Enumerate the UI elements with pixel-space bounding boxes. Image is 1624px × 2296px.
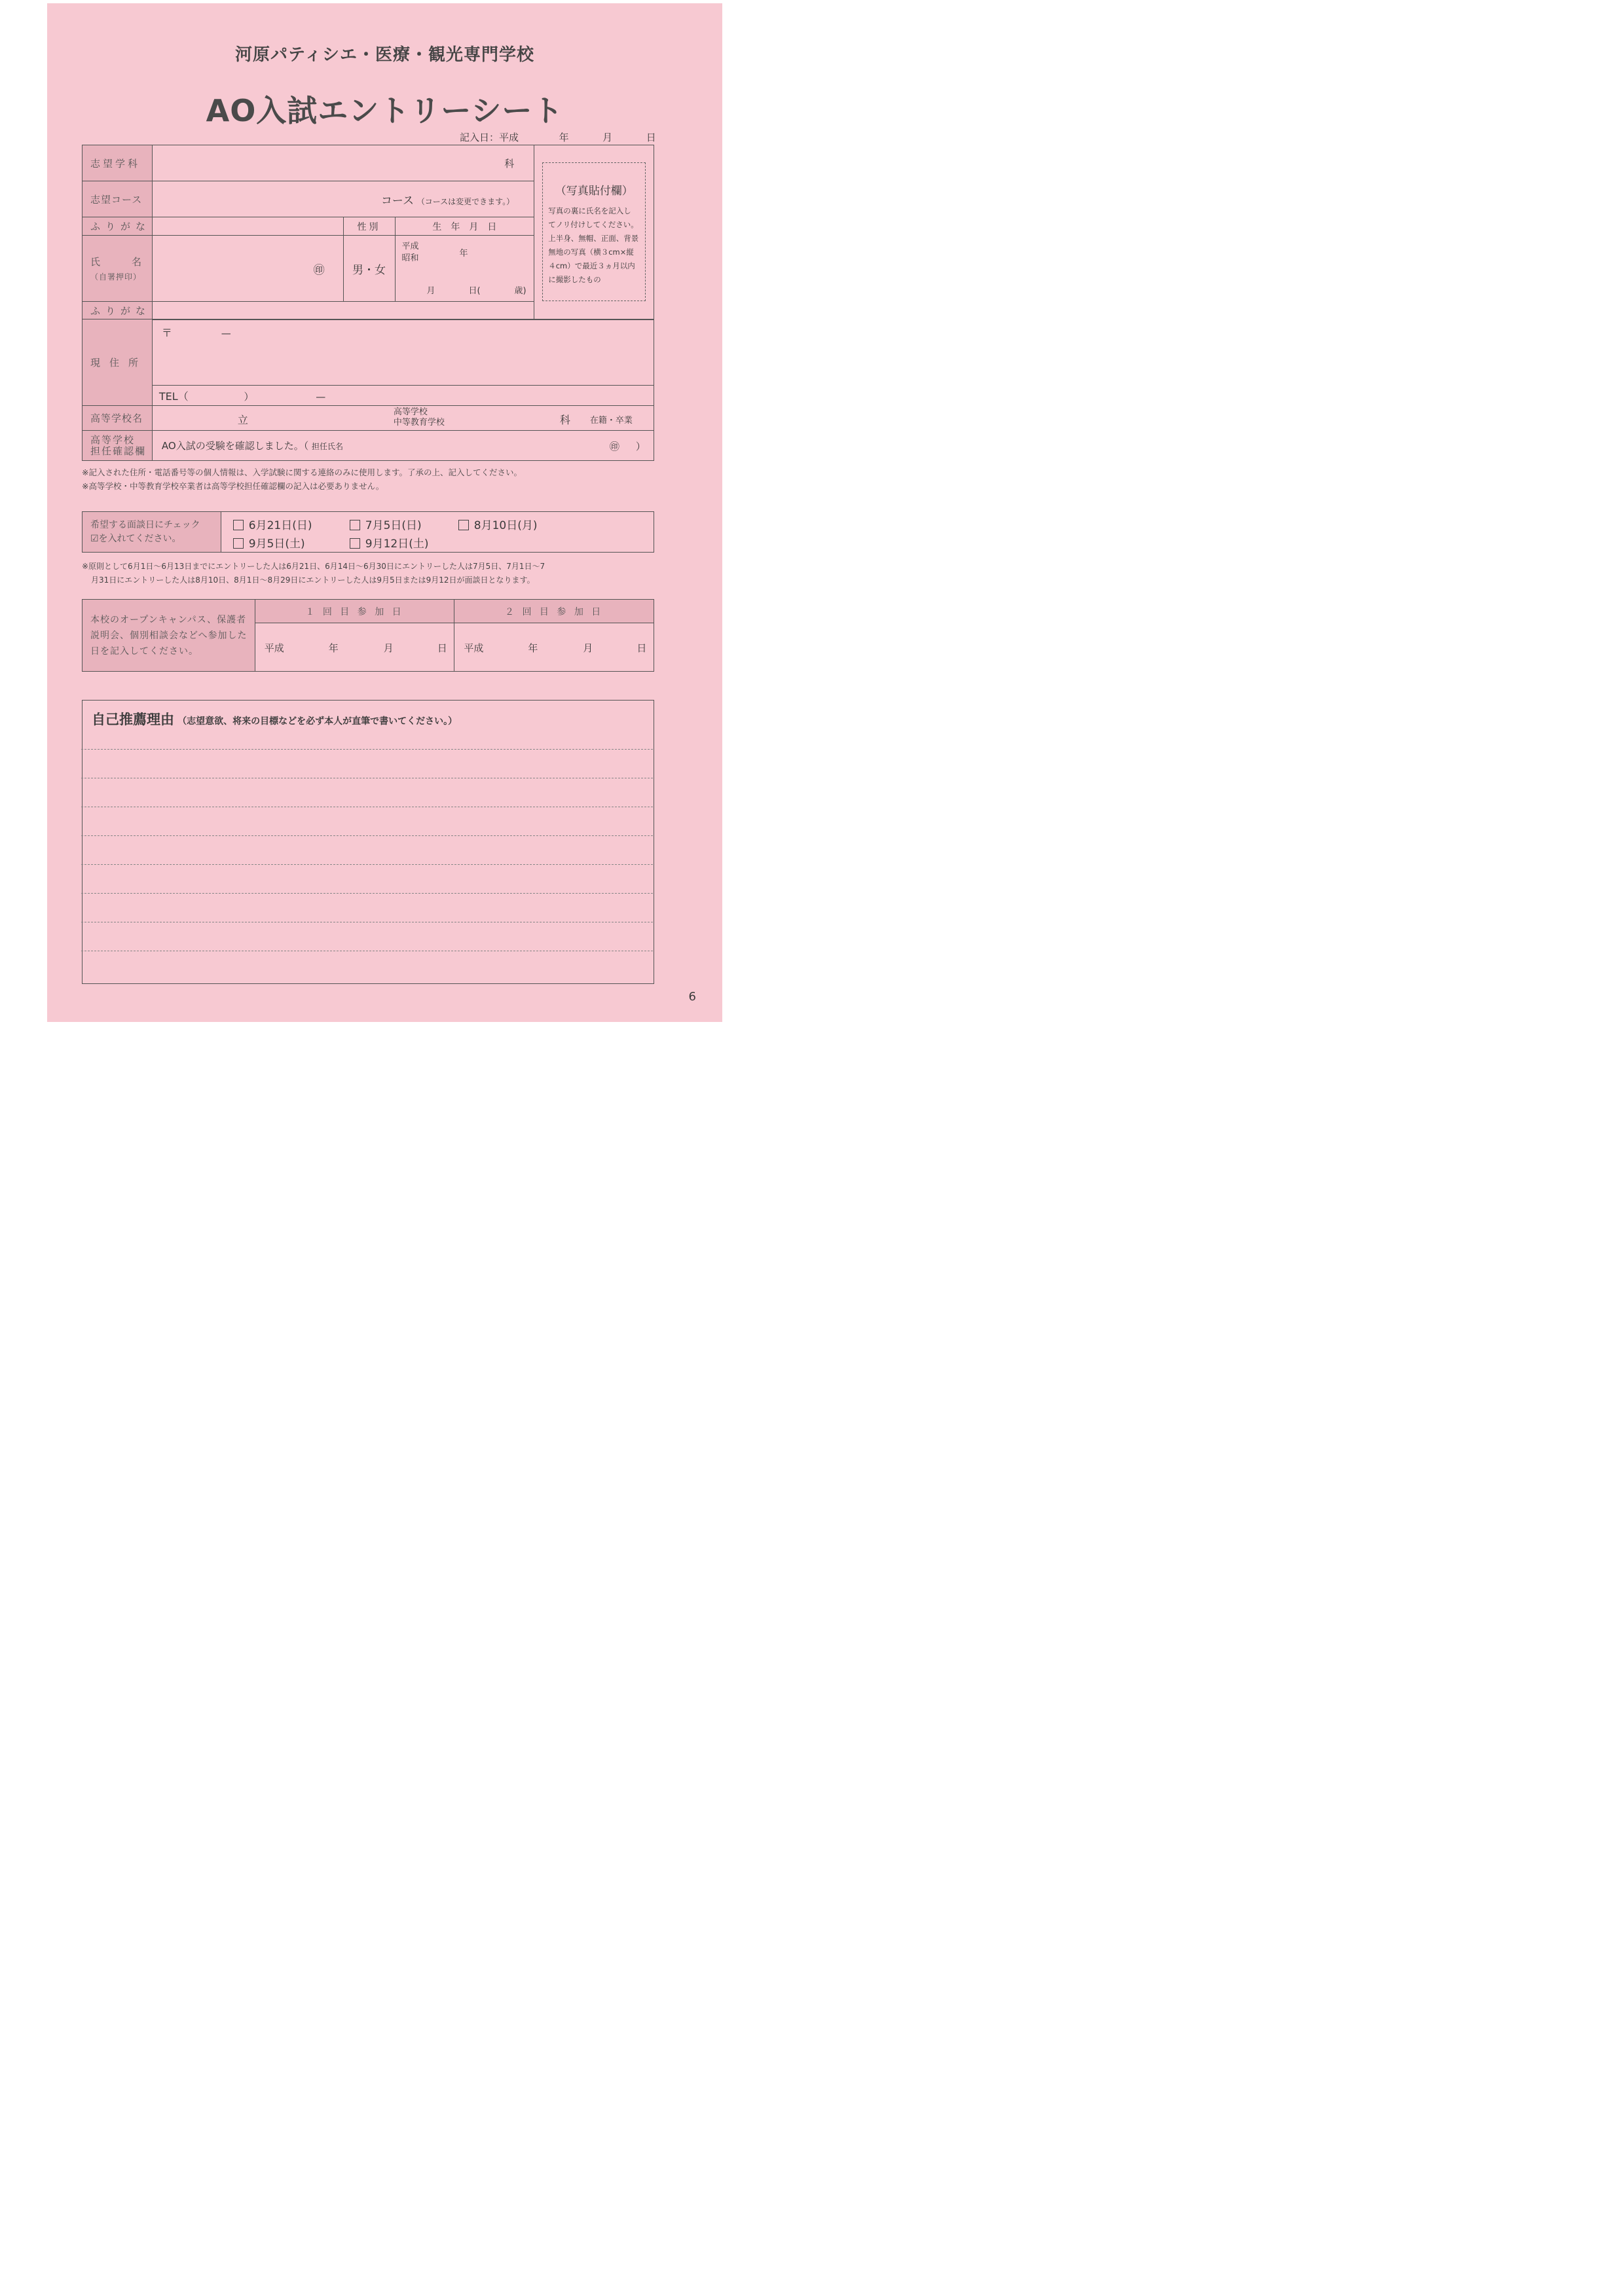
opencampus-table [82, 599, 654, 672]
note-line: ※記入された住所・電話番号等の個人情報は、入学試験に関する連絡のみに使用します。了承の上、記入してください。 [82, 467, 522, 477]
furigana-field[interactable] [152, 217, 343, 236]
furigana2-label: ふりがな [83, 302, 153, 320]
name-label-cell [83, 236, 153, 302]
tel-close: ） [244, 390, 254, 403]
photo-line: てノリ付けしてください。 [548, 220, 638, 229]
seal-mark: ㊞ [313, 263, 325, 277]
interview-table [82, 511, 654, 553]
name-label: 氏 名 [90, 256, 146, 268]
writing-line [81, 864, 653, 865]
birth-label: 生 年 月 日 [395, 217, 534, 236]
address-field[interactable] [152, 319, 654, 386]
interview-option-3[interactable] [458, 516, 538, 532]
teacher-confirm-label [83, 431, 153, 461]
school-name: 河原パティシエ・医療・観光専門学校 [235, 45, 534, 65]
era-showa: 昭和 [401, 253, 419, 263]
course-note: （コースは変更できます。） [416, 196, 515, 206]
birthdate-field[interactable] [395, 236, 534, 302]
confirm-teacher: 担任氏名 [312, 442, 344, 451]
checkbox[interactable] [233, 538, 244, 549]
photo-title: （写真貼付欄） [555, 185, 633, 198]
era-options [402, 241, 419, 264]
school-type [394, 407, 445, 428]
photo-cell [534, 145, 654, 320]
teacher-confirm-field[interactable] [152, 431, 654, 461]
second-visit-header: ２ 回 目 参 加 日 [454, 600, 654, 623]
note-line: ※高等学校・中等教育学校卒業者は高等学校担任確認欄の記入は必要ありません。 [82, 481, 384, 491]
tel-dash: — [316, 390, 326, 403]
gender-options: 男・女 [352, 263, 386, 277]
school-status: 在籍・卒業 [589, 416, 633, 426]
postal-dash: — [221, 327, 231, 339]
photo-line: に撮影したもの [548, 275, 601, 284]
confirm-seal: ㊞ [609, 441, 619, 452]
page-title: AO入試エントリーシート [206, 93, 564, 128]
interview-date-label: 9月5日(土) [248, 538, 305, 551]
interview-note [82, 560, 545, 587]
entry-date-label: 記入日：平成 [460, 132, 519, 143]
entry-date-day: 日 [646, 132, 656, 143]
checkbox[interactable] [233, 520, 244, 530]
tel-label: TEL（ [158, 390, 189, 403]
interview-label [83, 512, 221, 553]
writing-line [81, 749, 653, 750]
name-sub-label: （自署押印） [90, 272, 142, 282]
photo-line: 上半身、無帽、正面、背景 [548, 234, 639, 243]
interview-options [221, 512, 654, 553]
interview-label-1: 希望する面談日にチェック [90, 519, 200, 530]
checkbox[interactable] [350, 538, 360, 549]
first-era: 平成 [264, 642, 284, 654]
address-label: 現住所 [83, 319, 153, 406]
department-field[interactable] [152, 145, 534, 181]
privacy-notes [82, 465, 522, 493]
interview-option-5[interactable] [350, 534, 429, 551]
furigana-label: ふりがな [83, 217, 153, 236]
second-era: 平成 [464, 642, 484, 654]
postal-mark: 〒 [161, 327, 172, 339]
first-month: 月 [383, 642, 394, 654]
school-type-high: 高等学校 [393, 407, 428, 417]
self-pr-box[interactable] [82, 700, 654, 984]
interview-date-label: 8月10日(月) [473, 519, 538, 532]
interview-option-4[interactable] [233, 534, 305, 551]
birth-age: 歳) [514, 286, 526, 296]
entry-date-month: 月 [602, 132, 613, 143]
second-day: 日 [637, 642, 647, 654]
entry-date [460, 130, 656, 144]
photo-area[interactable] [542, 162, 646, 301]
form-page [47, 3, 722, 1022]
second-year: 年 [528, 642, 538, 654]
gender-label: 性別 [343, 217, 395, 236]
department-suffix: 科 [504, 157, 515, 170]
interview-date-label: 9月12日(土) [365, 538, 429, 551]
interview-date-label: 7月5日(日) [365, 519, 422, 532]
interview-date-label: 6月21日(日) [248, 519, 312, 532]
photo-line: ４cm）で最近３ヵ月以内 [548, 261, 635, 270]
confirm-text: AO入試の受験を確認しました。（ [161, 440, 309, 452]
opencampus-label: 本校のオープンキャンパス、保護者説明会、個別相談会などへ参加した日を記入してください。 [83, 600, 255, 672]
birth-year: 年 [459, 249, 468, 259]
writing-line [81, 893, 653, 894]
teacher-confirm-label-2: 担任確認欄 [90, 445, 147, 457]
photo-instructions [543, 198, 645, 287]
department-label: 志望学科 [83, 145, 153, 181]
writing-line [81, 835, 653, 836]
course-suffix: コース [380, 194, 414, 208]
tel-field[interactable] [152, 386, 654, 406]
self-pr-title: 自己推薦理由 [92, 712, 174, 727]
first-day: 日 [437, 642, 447, 654]
first-year: 年 [328, 642, 339, 654]
photo-line: 写真の裏に氏名を記入し [548, 206, 631, 215]
era-heisei: 平成 [401, 242, 419, 251]
page-number: 6 [688, 990, 696, 1004]
address-table [82, 319, 654, 461]
second-visit-date[interactable] [454, 623, 654, 672]
interview-option-1[interactable] [233, 516, 312, 532]
course-label: 志望コース [83, 181, 153, 217]
teacher-confirm-label-1: 高等学校 [90, 433, 136, 446]
school-field[interactable] [152, 406, 654, 431]
first-visit-header: １ 回 目 参 加 日 [255, 600, 454, 623]
checkbox[interactable] [458, 520, 469, 530]
school-type-secondary: 中等教育学校 [393, 418, 445, 428]
confirm-close: ） [635, 441, 646, 452]
school-ka: 科 [559, 414, 570, 426]
entry-date-year: 年 [559, 132, 569, 143]
interview-note-1: ※原則として6月1日〜6月13日までにエントリーした人は6月21日、6月14日〜6月30日にエントリーした人は7月5日、7月1日〜7 [82, 562, 545, 571]
photo-line: 無地の写真（横３cm×縦 [548, 247, 634, 257]
course-field[interactable] [152, 181, 534, 217]
school-ritsu: 立 [237, 414, 248, 426]
gender-field[interactable] [343, 236, 395, 302]
self-pr-note: （志望意欲、将来の目標などを必ず本人が直筆で書いてください。） [177, 716, 458, 727]
interview-option-2[interactable] [350, 516, 422, 532]
interview-label-2: ☑を入れてください。 [90, 533, 181, 544]
interview-note-2: 月31日にエントリーした人は8月10日、8月1日〜8月29日にエントリーした人は9月5日または9月12日が面談日となります。 [91, 575, 535, 585]
second-month: 月 [583, 642, 593, 654]
self-pr-heading [92, 709, 457, 729]
entry-form-table [82, 145, 654, 320]
name-field[interactable] [152, 236, 343, 302]
birth-day: 日( [468, 286, 481, 296]
school-label: 高等学校名 [83, 406, 153, 431]
birth-month: 月 [426, 286, 435, 296]
furigana2-field[interactable] [152, 302, 534, 320]
checkbox[interactable] [350, 520, 360, 530]
first-visit-date[interactable] [255, 623, 454, 672]
